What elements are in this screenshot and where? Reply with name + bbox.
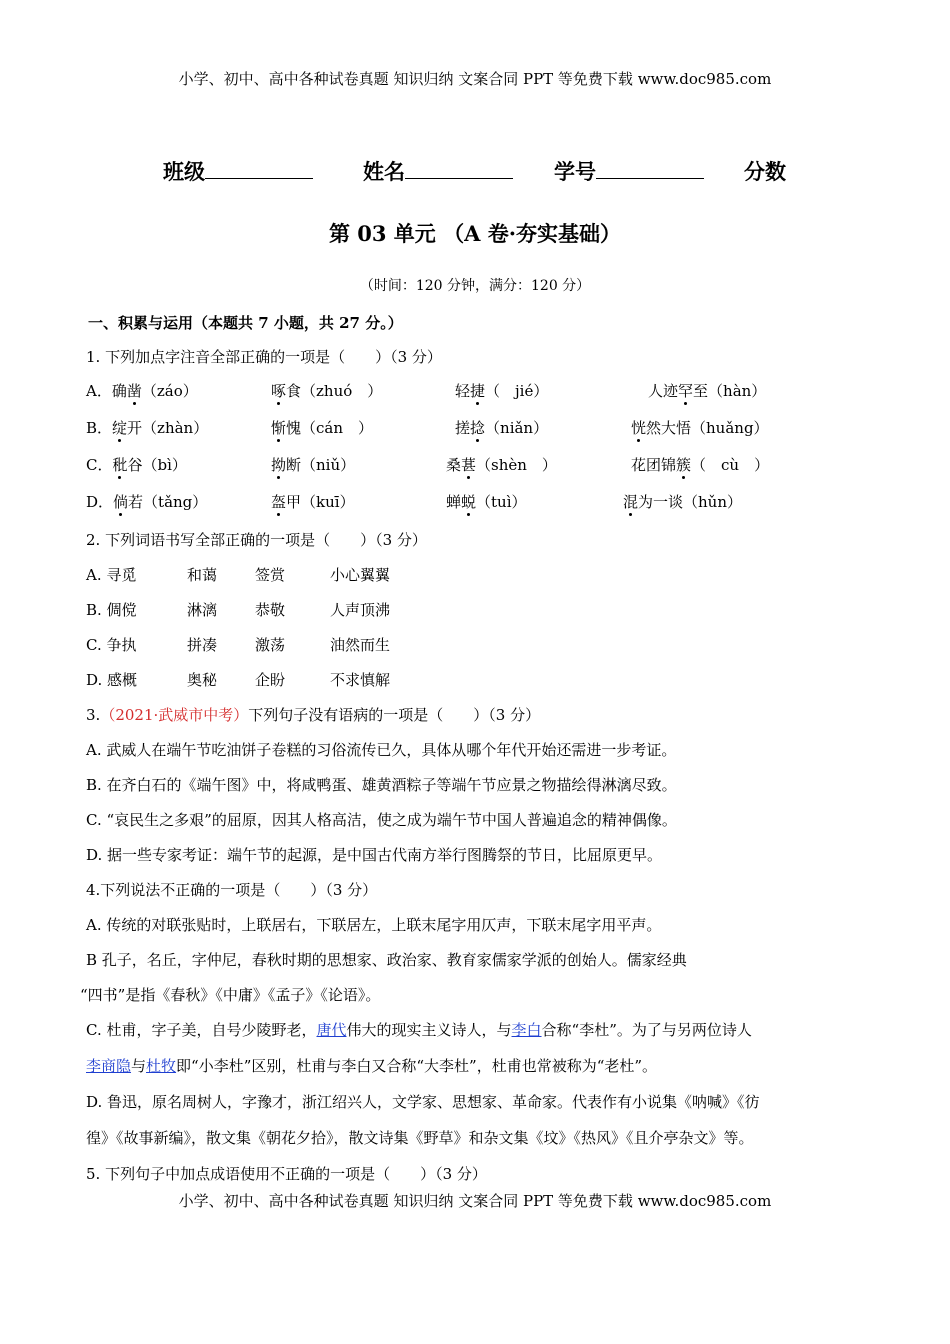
q1-d-option-b: 盔甲（kuī） [271,493,355,511]
q3-option-d: D. 据一些专家考证：端午节的起源，是中国古代南方举行图腾祭的节日，比屈原更早。 [86,846,663,864]
name-label: 姓名 [363,159,405,184]
q1-d-option-c: 蝉蜕（tuì） [446,493,527,511]
section-heading: 一、积累与运用（本题共 7 小题，共 27 分。） [88,314,403,332]
class-field [163,156,313,186]
page-title: 第 03 单元 （A 卷·夯实基础） [328,221,622,246]
q2-word: B. 倜傥 [86,601,137,619]
q2-word: 不求慎解 [330,671,391,689]
q1-d-option-d: 混为一谈（hǔn） [623,493,742,511]
q4-option-b-line2: “四书”是指《春秋》《中庸》《孟子》《论语》。 [80,986,381,1004]
q3-question: 下列句子没有语病的一项是（ ）（3 分） [248,706,541,724]
q2-word: 激荡 [255,636,286,654]
q2-word: 签赏 [255,566,286,584]
q2-word: 小心翼翼 [330,566,391,584]
class-blank[interactable] [205,160,313,179]
name-blank[interactable] [405,160,513,179]
link-du-mu[interactable]: 杜牧 [146,1057,177,1075]
name-field [363,156,513,186]
q2-word: 企盼 [255,671,286,689]
q1-b-option-a: B．绽开（zhàn） [86,419,209,437]
q1-c-option-d: 花团锦簇（ cù ） [631,456,770,474]
id-blank[interactable] [596,160,704,179]
link-li-shangyin[interactable]: 李商隐 [86,1057,132,1075]
q1-c-option-b: 拗断（niǔ） [271,456,356,474]
id-label: 学号 [554,159,596,184]
q2-word: 拼凑 [187,636,218,654]
q4-option-c-line1: C. 杜甫，字子美，自号少陵野老，唐代伟大的现实主义诗人，与李白合称“李杜”。为了与另两位诗人 [86,1021,752,1039]
id-field [554,156,704,186]
q3-source: （2021·武威市中考） [100,706,249,724]
q1-a-option-a: A．确凿（záo） [86,382,198,400]
score-label: 分数 [744,159,786,184]
q2-word: 奥秘 [187,671,218,689]
q1-b-option-b: 惭愧（cán ） [271,419,374,437]
q3-stem [86,704,540,725]
q2-word: D. 感概 [86,671,138,689]
q3-option-b: B. 在齐白石的《端午图》中，将咸鸭蛋、雄黄酒粽子等端午节应景之物描绘得淋漓尽致。 [86,776,677,794]
q2-word: 人声顶沸 [330,601,391,619]
link-li-bai[interactable]: 李白 [511,1021,542,1039]
q1-b-option-d: 恍然大悟（huǎng） [631,419,769,437]
q2-word: 恭敬 [255,601,286,619]
q4-option-a: A. 传统的对联张贴时，上联居右，下联居左，上联末尾字用仄声，下联末尾字用平声。 [86,916,662,934]
q2-word: 淋漓 [187,601,218,619]
q1-a-option-b: 啄食（zhuó ） [271,382,383,400]
q1-c-option-c: 桑葚（shèn ） [446,456,557,474]
q4-stem: 4.下列说法不正确的一项是（ ）（3 分） [86,881,378,899]
q5-stem: 5. 下列句子中加点成语使用不正确的一项是（ ）（3 分） [86,1165,487,1183]
q1-d-option-a: D．倘若（tǎng） [86,493,208,511]
q4-option-c-line2: 李商隐与杜牧即“小李杜”区别，杜甫与李白又合称“大李杜”，杜甫也常被称为“老杜”。 [86,1057,658,1075]
page-header: 小学、初中、高中各种试卷真题 知识归纳 文案合同 PPT 等免费下载 www.doc985.com [178,70,772,88]
q1-a-option-c: 轻捷（ jié） [455,382,549,400]
q1-c-option-a: C．秕谷（bì） [86,456,187,474]
time-note: （时间：120 分钟，满分：120 分） [359,278,591,294]
q2-word: 和蔼 [187,566,218,584]
q4-option-d-line2: 徨》《故事新编》，散文集《朝花夕拾》，散文诗集《野草》和杂文集《坟》《热风》《且介亭杂文》等。 [86,1129,754,1147]
score-field [744,156,786,186]
link-tang-dynasty[interactable]: 唐代 [316,1021,347,1039]
q2-word: C. 争执 [86,636,137,654]
class-label: 班级 [163,159,205,184]
q1-stem: 1. 下列加点字注音全部正确的一项是（ ）（3 分） [86,348,442,366]
q3-number: 3. [86,706,101,724]
q2-word: A. 寻觅 [86,566,137,584]
q4-option-d-line1: D. 鲁迅，原名周树人，字豫才，浙江绍兴人，文学家、思想家、革命家。代表作有小说集《呐喊》《彷 [86,1093,760,1111]
q3-option-c: C. “哀民生之多艰”的屈原，因其人格高洁，使之成为端午节中国人普遍追念的精神偶像。 [86,811,677,829]
q1-a-option-d: 人迹罕至（hàn） [648,382,767,400]
q2-word: 油然而生 [330,636,391,654]
q1-b-option-c: 搓捻（niǎn） [455,419,549,437]
q3-option-a: A. 武威人在端午节吃油饼子卷糕的习俗流传已久，具体从哪个年代开始还需进一步考证。 [86,741,677,759]
q4-option-b-line1: B 孔子，名丘，字仲尼，春秋时期的思想家、政治家、教育家儒家学派的创始人。儒家经典 [86,951,687,969]
page-footer: 小学、初中、高中各种试卷真题 知识归纳 文案合同 PPT 等免费下载 www.doc985.com [178,1192,772,1210]
q2-stem: 2. 下列词语书写全部正确的一项是（ ）（3 分） [86,531,427,549]
